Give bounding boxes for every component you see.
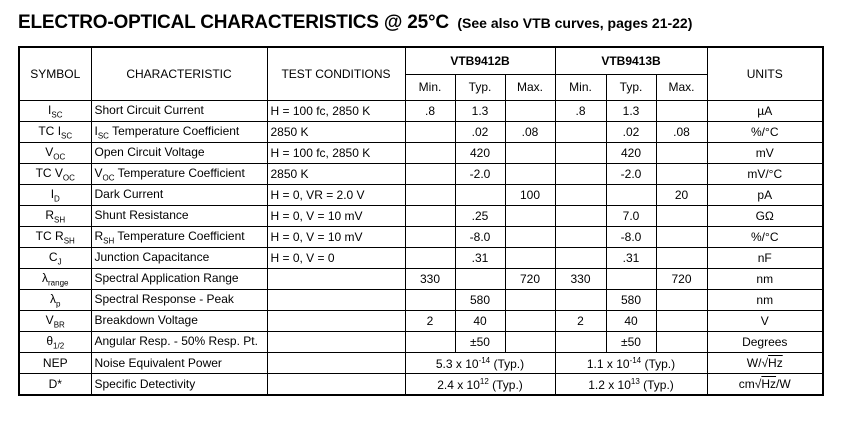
- table-row: [19, 101, 823, 122]
- conditions-cell: [267, 332, 405, 353]
- symbol-cell: $R_{SH}$: [19, 206, 91, 227]
- document-title: [18, 12, 692, 34]
- units-cell: GΩ: [707, 206, 823, 227]
- symbol-cell: $V_{BR}$: [19, 311, 91, 332]
- value-cell-a-max: [505, 227, 555, 248]
- units-cell: V: [707, 311, 823, 332]
- value-cell-b-max: [656, 206, 707, 227]
- value-cell-b-typ: .02: [606, 122, 656, 143]
- header-units: UNITS: [707, 47, 823, 101]
- header-symbol: SYMBOL: [19, 47, 91, 101]
- value-cell-a-max: [505, 164, 555, 185]
- units-cell: mV/°C: [707, 164, 823, 185]
- table-row: [19, 227, 823, 248]
- units-cell: %/°C: [707, 227, 823, 248]
- conditions-cell: 2850 K: [267, 164, 405, 185]
- value-cell-b-max: [656, 311, 707, 332]
- units-cell: mV: [707, 143, 823, 164]
- conditions-cell: H = 0, V = 10 mV: [267, 206, 405, 227]
- conditions-cell: H = 0, V = 0: [267, 248, 405, 269]
- value-cell-a-max: .08: [505, 122, 555, 143]
- value-cell-a-typ: 40: [455, 311, 505, 332]
- symbol-cell: $V_{OC}$: [19, 143, 91, 164]
- title-main: ELECTRO-OPTICAL CHARACTERISTICS @ 25°C: [18, 12, 449, 33]
- table-row-nep: [19, 353, 823, 374]
- symbol-cell: TC $V_{OC}$: [19, 164, 91, 185]
- symbol-cell: TC $I_{SC}$: [19, 122, 91, 143]
- value-cell-a-min: .8: [405, 101, 455, 122]
- table-row: [19, 143, 823, 164]
- table-row: [19, 269, 823, 290]
- characteristic-cell: Spectral Response - Peak: [91, 290, 267, 311]
- value-cell-a-typ: [455, 185, 505, 206]
- conditions-cell: [267, 374, 405, 396]
- value-cell-b-max: .08: [656, 122, 707, 143]
- value-cell-b-max: [656, 290, 707, 311]
- value-cell-a-max: [505, 311, 555, 332]
- value-cell-b-typ: -8.0: [606, 227, 656, 248]
- value-cell-b-min: [555, 122, 606, 143]
- value-cell-b-typ: 40: [606, 311, 656, 332]
- value-cell-a-min: [405, 164, 455, 185]
- value-cell-b-max: [656, 332, 707, 353]
- dstar-a-value: 2.4 x $10^{12}$ (Typ.): [405, 374, 555, 396]
- symbol-cell: $\lambda_{range}$: [19, 269, 91, 290]
- value-cell-a-min: [405, 185, 455, 206]
- units-cell: pA: [707, 185, 823, 206]
- symbol-cell: $C_J$: [19, 248, 91, 269]
- conditions-cell: [267, 353, 405, 374]
- characteristic-cell: Junction Capacitance: [91, 248, 267, 269]
- characteristic-cell: Noise Equivalent Power: [91, 353, 267, 374]
- value-cell-b-min: .8: [555, 101, 606, 122]
- conditions-cell: [267, 290, 405, 311]
- table-row: [19, 122, 823, 143]
- units-cell: %/°C: [707, 122, 823, 143]
- value-cell-a-max: 720: [505, 269, 555, 290]
- value-cell-b-typ: [606, 269, 656, 290]
- table-row: [19, 248, 823, 269]
- value-cell-b-typ: -2.0: [606, 164, 656, 185]
- units-cell: Degrees: [707, 332, 823, 353]
- characteristic-cell: Dark Current: [91, 185, 267, 206]
- value-cell-a-min: [405, 332, 455, 353]
- value-cell-a-min: 330: [405, 269, 455, 290]
- value-cell-a-min: [405, 143, 455, 164]
- characteristic-cell: $R_{SH}$ Temperature Coefficient: [91, 227, 267, 248]
- characteristic-cell: Angular Resp. - 50% Resp. Pt.: [91, 332, 267, 353]
- units-cell: nm: [707, 269, 823, 290]
- value-cell-a-min: [405, 122, 455, 143]
- value-cell-a-typ: 420: [455, 143, 505, 164]
- nep-b-value: 1.1 x $10^{-14}$ (Typ.): [555, 353, 707, 374]
- value-cell-a-typ: [455, 269, 505, 290]
- header-a-min: Min.: [405, 74, 455, 100]
- value-cell-b-max: 720: [656, 269, 707, 290]
- table-row: [19, 290, 823, 311]
- value-cell-b-max: [656, 143, 707, 164]
- header-characteristic: CHARACTERISTIC: [91, 47, 267, 101]
- conditions-cell: [267, 269, 405, 290]
- value-cell-b-max: [656, 227, 707, 248]
- symbol-cell: $I_D$: [19, 185, 91, 206]
- value-cell-a-max: [505, 248, 555, 269]
- table-row: [19, 206, 823, 227]
- characteristic-cell: $V_{OC}$ Temperature Coefficient: [91, 164, 267, 185]
- value-cell-a-max: [505, 143, 555, 164]
- characteristic-cell: Specific Detectivity: [91, 374, 267, 396]
- nep-a-value: 5.3 x $10^{-14}$ (Typ.): [405, 353, 555, 374]
- value-cell-b-typ: 420: [606, 143, 656, 164]
- electro-optical-table: [18, 46, 824, 396]
- value-cell-b-typ: ±50: [606, 332, 656, 353]
- characteristic-cell: $I_{SC}$ Temperature Coefficient: [91, 122, 267, 143]
- conditions-cell: [267, 311, 405, 332]
- value-cell-b-typ: [606, 185, 656, 206]
- value-cell-a-max: [505, 101, 555, 122]
- value-cell-b-min: [555, 185, 606, 206]
- value-cell-b-min: [555, 164, 606, 185]
- table-body: [19, 101, 823, 396]
- units-cell: nF: [707, 248, 823, 269]
- value-cell-a-min: [405, 206, 455, 227]
- symbol-cell: $\lambda_p$: [19, 290, 91, 311]
- header-a-typ: Typ.: [455, 74, 505, 100]
- value-cell-b-typ: 580: [606, 290, 656, 311]
- conditions-cell: H = 0, VR = 2.0 V: [267, 185, 405, 206]
- header-b-typ: Typ.: [606, 74, 656, 100]
- table-row: [19, 332, 823, 353]
- value-cell-a-typ: .02: [455, 122, 505, 143]
- units-cell: µA: [707, 101, 823, 122]
- characteristic-cell: Spectral Application Range: [91, 269, 267, 290]
- units-cell: W/√Hz: [707, 353, 823, 374]
- table-row: [19, 185, 823, 206]
- value-cell-b-min: [555, 332, 606, 353]
- dstar-b-value: 1.2 x $10^{13}$ (Typ.): [555, 374, 707, 396]
- value-cell-a-typ: ±50: [455, 332, 505, 353]
- value-cell-b-min: 2: [555, 311, 606, 332]
- header-part-a: VTB9412B: [405, 47, 555, 74]
- header-test-conditions: TEST CONDITIONS: [267, 47, 405, 101]
- value-cell-a-typ: .25: [455, 206, 505, 227]
- value-cell-a-typ: .31: [455, 248, 505, 269]
- value-cell-b-max: [656, 164, 707, 185]
- conditions-cell: H = 100 fc, 2850 K: [267, 143, 405, 164]
- conditions-cell: H = 100 fc, 2850 K: [267, 101, 405, 122]
- value-cell-a-max: [505, 206, 555, 227]
- value-cell-b-min: [555, 143, 606, 164]
- table-row: [19, 311, 823, 332]
- value-cell-b-min: [555, 227, 606, 248]
- characteristic-cell: Open Circuit Voltage: [91, 143, 267, 164]
- symbol-cell: TC $R_{SH}$: [19, 227, 91, 248]
- header-b-min: Min.: [555, 74, 606, 100]
- characteristic-cell: Shunt Resistance: [91, 206, 267, 227]
- value-cell-b-max: [656, 101, 707, 122]
- value-cell-a-min: [405, 290, 455, 311]
- table-row: [19, 164, 823, 185]
- value-cell-b-min: [555, 290, 606, 311]
- value-cell-a-max: [505, 290, 555, 311]
- value-cell-a-typ: -2.0: [455, 164, 505, 185]
- value-cell-b-max: [656, 248, 707, 269]
- value-cell-a-max: 100: [505, 185, 555, 206]
- value-cell-b-min: [555, 248, 606, 269]
- symbol-cell: $\theta_{1/2}$: [19, 332, 91, 353]
- value-cell-a-min: 2: [405, 311, 455, 332]
- value-cell-b-max: 20: [656, 185, 707, 206]
- table-row-dstar: [19, 374, 823, 396]
- units-cell: nm: [707, 290, 823, 311]
- title-note: (See also VTB curves, pages 21-22): [457, 15, 693, 31]
- value-cell-a-max: [505, 332, 555, 353]
- value-cell-a-typ: -8.0: [455, 227, 505, 248]
- symbol-cell: NEP: [19, 353, 91, 374]
- header-b-max: Max.: [656, 74, 707, 100]
- units-cell: cm√Hz/W: [707, 374, 823, 396]
- characteristic-cell: Short Circuit Current: [91, 101, 267, 122]
- characteristic-cell: Breakdown Voltage: [91, 311, 267, 332]
- header-part-b: VTB9413B: [555, 47, 707, 74]
- value-cell-a-typ: 580: [455, 290, 505, 311]
- conditions-cell: 2850 K: [267, 122, 405, 143]
- value-cell-b-min: [555, 206, 606, 227]
- symbol-cell: $I_{SC}$: [19, 101, 91, 122]
- symbol-cell: D*: [19, 374, 91, 396]
- value-cell-a-min: [405, 248, 455, 269]
- value-cell-b-typ: .31: [606, 248, 656, 269]
- value-cell-b-min: 330: [555, 269, 606, 290]
- header-a-max: Max.: [505, 74, 555, 100]
- value-cell-a-min: [405, 227, 455, 248]
- value-cell-b-typ: 1.3: [606, 101, 656, 122]
- value-cell-a-typ: 1.3: [455, 101, 505, 122]
- conditions-cell: H = 0, V = 10 mV: [267, 227, 405, 248]
- value-cell-b-typ: 7.0: [606, 206, 656, 227]
